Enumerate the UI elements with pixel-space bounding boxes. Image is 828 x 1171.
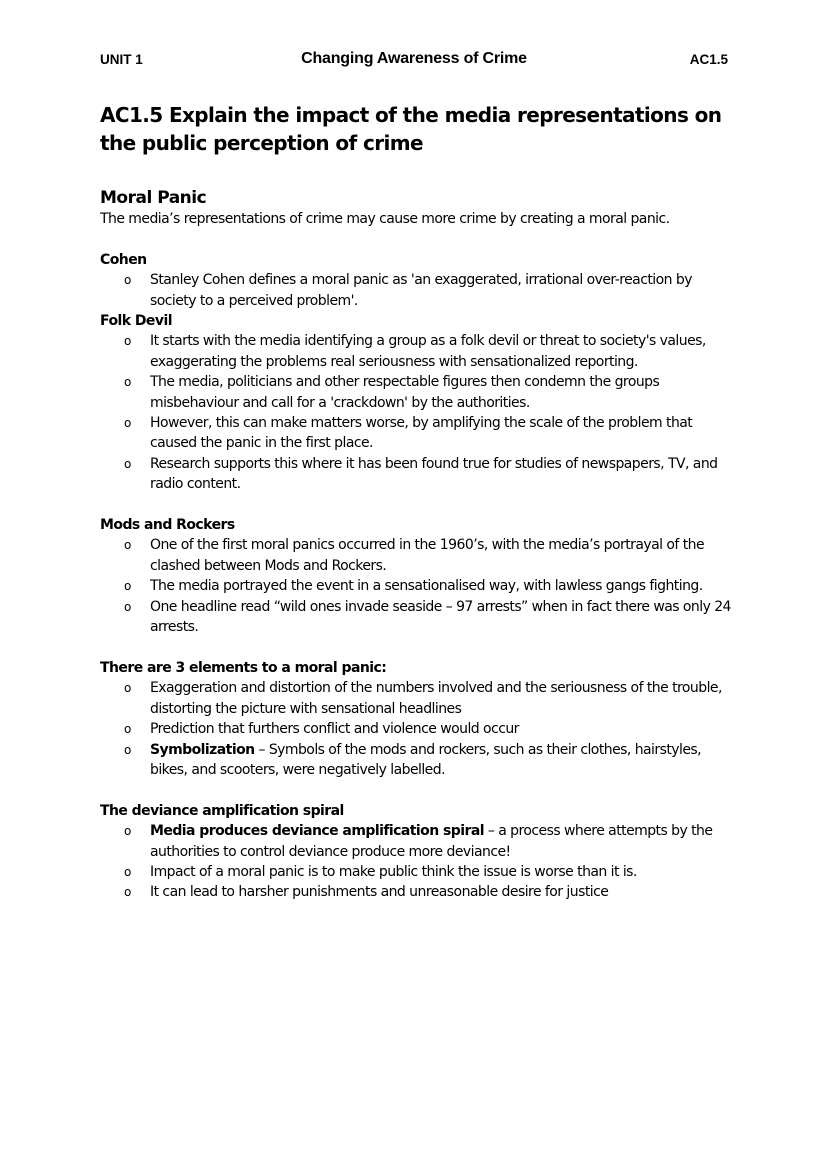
hollow-bullet-icon: o	[124, 334, 131, 349]
list-item: o One of the first moral panics occurred in the 1960’s, with the media’s portrayal of the clashed between Mods and Rockers.	[124, 537, 705, 574]
section-title: Cohen	[100, 251, 147, 268]
hollow-bullet-icon: o	[124, 681, 131, 696]
bullet-list	[100, 678, 740, 780]
hollow-bullet-icon: o	[124, 538, 131, 553]
term-bold: Media produces deviance amplification spiral	[150, 823, 484, 840]
moral-panic-intro: The media’s representations of crime may cause more crime by creating a moral panic.	[100, 211, 670, 227]
section-deviance-spiral	[100, 801, 740, 903]
bullet-list	[100, 331, 740, 494]
document-topic: Changing Awareness of Crime	[301, 50, 527, 67]
section-title: Mods and Rockers	[100, 517, 235, 534]
list-item: o One headline read “wild ones invade seaside – 97 arrests” when in fact there was only 24 arrests.	[124, 598, 731, 636]
list-item: o It starts with the media identifying a group as a folk devil or threat to society's values, exaggerating the problems real seriousness with sensationalized reporting.	[124, 333, 706, 370]
list-item: o It can lead to harsher punishments and unreasonable desire for justice	[100, 882, 740, 902]
page-header	[100, 50, 728, 70]
list-item: o Impact of a moral panic is to make public think the issue is worse than it is.	[100, 862, 740, 882]
list-item: o Research supports this where it has been found true for studies of newspapers, TV, and radio content.	[124, 455, 718, 493]
hollow-bullet-icon: o	[124, 599, 131, 614]
hollow-bullet-icon: o	[124, 416, 131, 431]
hollow-bullet-icon: o	[124, 456, 131, 471]
hollow-bullet-icon: o	[124, 579, 131, 594]
hollow-bullet-icon: o	[124, 864, 131, 879]
hollow-bullet-icon: o	[124, 824, 131, 839]
document-body	[100, 101, 740, 903]
list-item: o However, this can make matters worse, by amplifying the scale of the problem that caused the panic in the first place.	[124, 415, 693, 452]
section-mods-and-rockers	[100, 515, 740, 637]
bullet-list	[100, 270, 740, 311]
section-three-elements	[100, 658, 740, 780]
section-title: The deviance amplification spiral	[100, 802, 344, 819]
list-item: o Symbolization – Symbols of the mods and rockers, such as their clothes, hairstyles, bikes, and scooters, were negatively labelled.	[124, 741, 702, 778]
section-folk-devil	[100, 311, 740, 495]
list-item: o Stanley Cohen defines a moral panic as 'an exaggerated, irrational over-reaction by society to a perceived problem'.	[124, 272, 692, 309]
hollow-bullet-icon: o	[124, 273, 131, 288]
section-title: Folk Devil	[100, 313, 172, 330]
hollow-bullet-icon: o	[124, 722, 131, 737]
list-item: o Prediction that furthers conflict and violence would occur	[100, 719, 740, 739]
section-cohen	[100, 250, 740, 311]
criterion-code: AC1.5	[689, 52, 728, 67]
list-item: o Exaggeration and distortion of the numbers involved and the seriousness of the trouble, distorting the picture with sensational headlines	[124, 680, 722, 717]
list-item: o Media produces deviance amplification spiral – a process where attempts by the authorities to control deviance produce more deviance!	[124, 823, 713, 860]
list-item: o The media, politicians and other respectable figures then condemn the groups misbehaviour and call for a 'crackdown' by the authorities.	[124, 374, 660, 411]
hollow-bullet-icon: o	[124, 742, 131, 757]
moral-panic-heading: Moral Panic	[100, 188, 207, 208]
bullet-list	[100, 535, 740, 637]
bullet-list	[100, 821, 740, 903]
unit-label: UNIT 1	[100, 52, 143, 67]
list-item: o The media portrayed the event in a sensationalised way, with lawless gangs fighting.	[100, 576, 740, 596]
hollow-bullet-icon: o	[124, 885, 131, 900]
page-title: AC1.5 Explain the impact of the media representations on the public perception of crime	[100, 103, 722, 155]
hollow-bullet-icon: o	[124, 375, 131, 390]
section-title: There are 3 elements to a moral panic:	[100, 659, 387, 676]
term-bold: Symbolization	[150, 741, 255, 758]
